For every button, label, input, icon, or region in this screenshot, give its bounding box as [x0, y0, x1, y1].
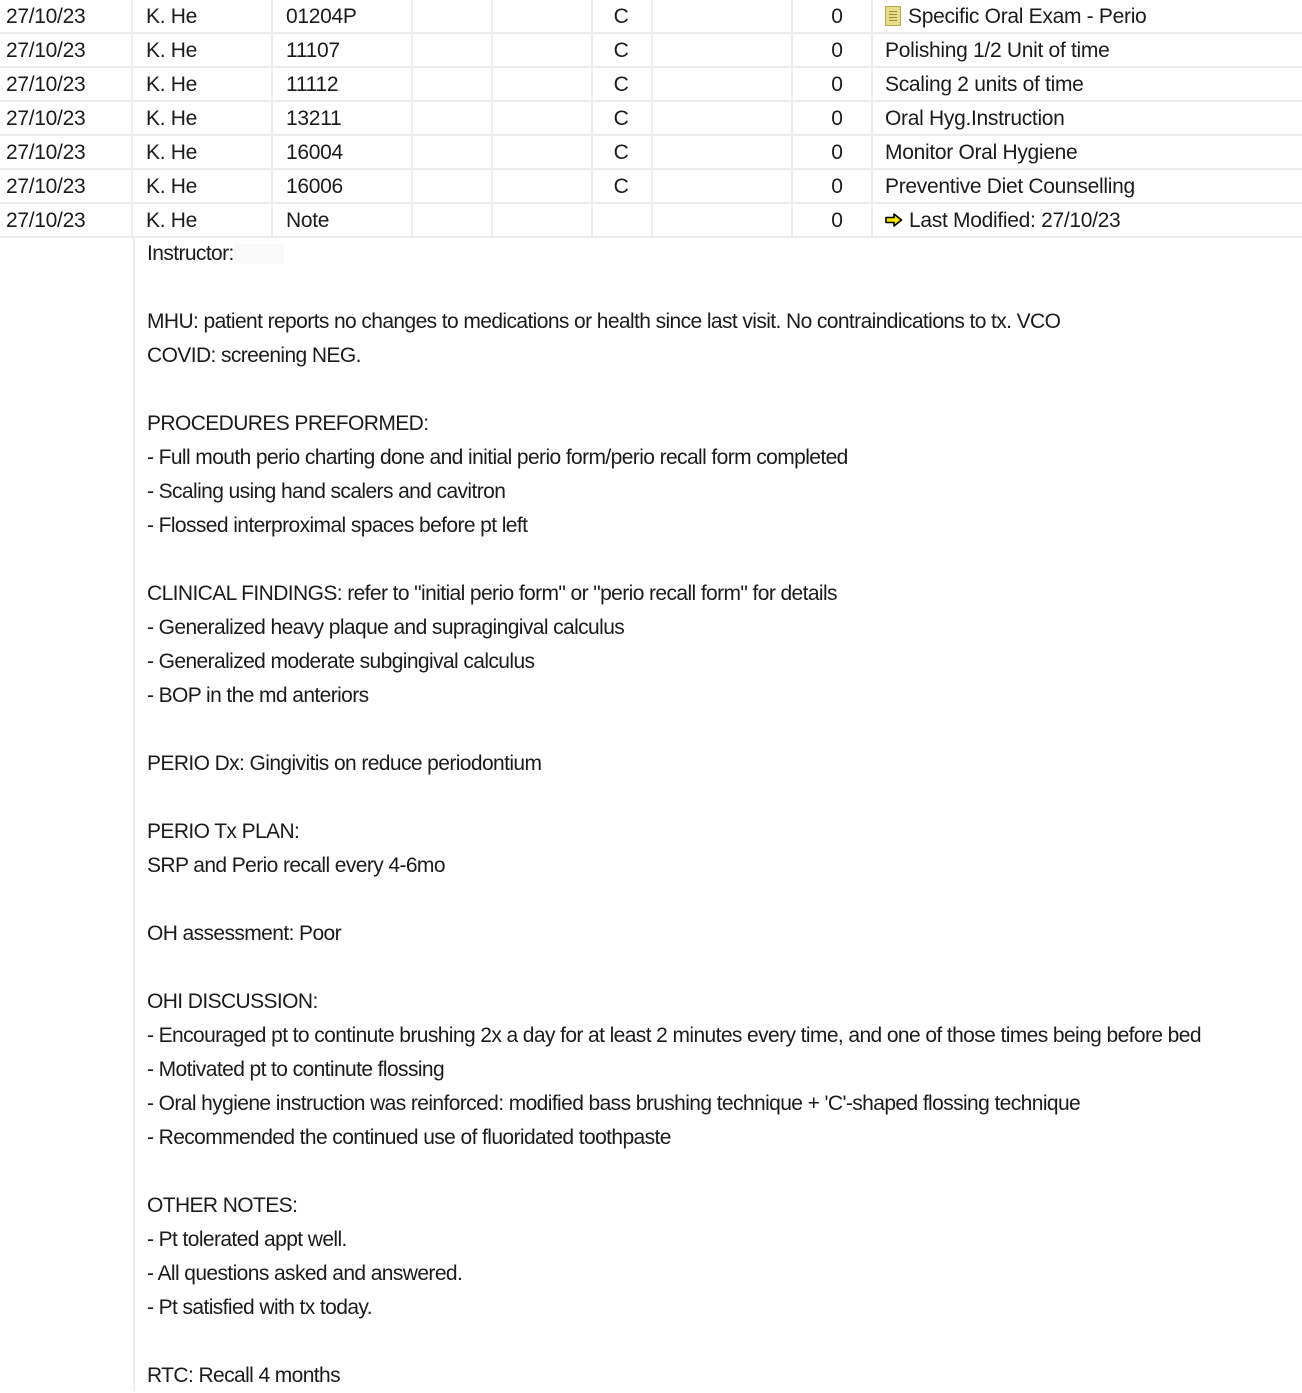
status-cell: C	[593, 34, 653, 66]
empty-cell	[413, 34, 493, 66]
description-cell	[873, 170, 1302, 202]
status-cell: C	[593, 68, 653, 100]
note-line: RTC: Recall 4 months	[147, 1364, 341, 1387]
note-line: - Pt satisfied with tx today.	[147, 1296, 372, 1319]
table-row[interactable]	[0, 34, 1302, 68]
note-line	[147, 237, 284, 271]
note-line: - Motivated pt to continute flossing	[147, 1058, 445, 1081]
procedure-code-cell: 11112	[273, 68, 413, 100]
procedure-code-cell: 16004	[273, 136, 413, 168]
status-cell: C	[593, 170, 653, 202]
note-line: PROCEDURES PREFORMED:	[147, 412, 429, 435]
provider-cell: K. He	[133, 0, 273, 32]
empty-cell	[413, 204, 493, 236]
provider-cell: K. He	[133, 170, 273, 202]
note-line: - Encouraged pt to continute brushing 2x a day for at least 2 minutes every time, and one of those times being before bed	[147, 1024, 1201, 1047]
fee-cell: 0	[793, 204, 873, 236]
date-cell: 27/10/23	[0, 102, 133, 134]
note-line: - Flossed interproximal spaces before pt left	[147, 514, 528, 537]
description-cell	[873, 68, 1302, 100]
date-cell: 27/10/23	[0, 34, 133, 66]
arrow-right-icon	[885, 203, 903, 237]
description-cell	[873, 136, 1302, 168]
fee-cell: 0	[793, 170, 873, 202]
note-line: PERIO Dx: Gingivitis on reduce periodontium	[147, 752, 542, 775]
note-line: SRP and Perio recall every 4-6mo	[147, 854, 445, 877]
note-line: OTHER NOTES:	[147, 1194, 298, 1217]
empty-cell	[653, 34, 793, 66]
table-row[interactable]	[0, 204, 1302, 238]
empty-cell	[413, 170, 493, 202]
status-cell: C	[593, 136, 653, 168]
date-cell: 27/10/23	[0, 170, 133, 202]
empty-cell	[493, 204, 593, 236]
procedure-code-cell: 11107	[273, 34, 413, 66]
procedure-code-cell: 16006	[273, 170, 413, 202]
note-line: OH assessment: Poor	[147, 922, 342, 945]
empty-cell	[653, 204, 793, 236]
note-line: - Pt tolerated appt well.	[147, 1228, 347, 1251]
description-text: Preventive Diet Counselling	[885, 175, 1135, 198]
note-line: - Oral hygiene instruction was reinforced: modified bass brushing technique + 'C'-shaped flossing technique	[147, 1092, 1081, 1115]
empty-cell	[493, 68, 593, 100]
empty-cell	[493, 136, 593, 168]
note-line: - Generalized moderate subgingival calculus	[147, 650, 535, 673]
description-text: Monitor Oral Hygiene	[885, 141, 1078, 164]
note-line: - All questions asked and answered.	[147, 1262, 463, 1285]
table-row[interactable]	[0, 136, 1302, 170]
procedure-code-cell: 01204P	[273, 0, 413, 32]
empty-cell	[413, 0, 493, 32]
empty-cell	[493, 34, 593, 66]
empty-cell	[653, 0, 793, 32]
instructor-label: Instructor:	[147, 242, 234, 265]
date-cell: 27/10/23	[0, 136, 133, 168]
fee-cell: 0	[793, 102, 873, 134]
note-line: - BOP in the md anteriors	[147, 684, 369, 707]
table-row[interactable]	[0, 68, 1302, 102]
description-cell	[873, 34, 1302, 66]
description-text: Specific Oral Exam - Perio	[908, 5, 1147, 28]
treatment-history-grid	[0, 0, 1302, 238]
provider-cell: K. He	[133, 102, 273, 134]
description-text: Scaling 2 units of time	[885, 73, 1084, 96]
note-line: CLINICAL FINDINGS: refer to "initial perio form" or "perio recall form" for details	[147, 582, 837, 605]
provider-cell: K. He	[133, 136, 273, 168]
note-line: - Generalized heavy plaque and supragingival calculus	[147, 616, 625, 639]
clinical-note-panel	[133, 238, 1302, 1391]
empty-cell	[493, 102, 593, 134]
date-cell: 27/10/23	[0, 0, 133, 32]
provider-cell: K. He	[133, 68, 273, 100]
table-row[interactable]	[0, 102, 1302, 136]
empty-cell	[653, 170, 793, 202]
redacted-instructor-name	[234, 244, 284, 264]
description-text: Last Modified: 27/10/23	[909, 209, 1121, 232]
empty-cell	[493, 0, 593, 32]
status-cell: C	[593, 102, 653, 134]
note-line: - Recommended the continued use of fluoridated toothpaste	[147, 1126, 671, 1149]
note-line: - Scaling using hand scalers and cavitron	[147, 480, 506, 503]
note-line: OHI DISCUSSION:	[147, 990, 318, 1013]
note-line: MHU: patient reports no changes to medications or health since last visit. No contraindications to tx. VCO	[147, 310, 1061, 333]
empty-cell	[413, 102, 493, 134]
fee-cell: 0	[793, 34, 873, 66]
provider-cell: K. He	[133, 34, 273, 66]
empty-cell	[493, 170, 593, 202]
table-row[interactable]	[0, 0, 1302, 34]
procedure-code-cell: Note	[273, 204, 413, 236]
status-cell: C	[593, 0, 653, 32]
date-cell: 27/10/23	[0, 204, 133, 236]
empty-cell	[653, 102, 793, 134]
description-cell	[873, 0, 1302, 32]
description-cell	[873, 102, 1302, 134]
description-cell	[873, 204, 1302, 236]
empty-cell	[413, 136, 493, 168]
procedure-code-cell: 13211	[273, 102, 413, 134]
fee-cell: 0	[793, 136, 873, 168]
status-cell	[593, 204, 653, 236]
note-line: COVID: screening NEG.	[147, 344, 361, 367]
empty-cell	[653, 136, 793, 168]
empty-cell	[413, 68, 493, 100]
description-text: Polishing 1/2 Unit of time	[885, 39, 1110, 62]
fee-cell: 0	[793, 0, 873, 32]
date-cell: 27/10/23	[0, 68, 133, 100]
document-icon[interactable]	[885, 6, 901, 26]
empty-cell	[653, 68, 793, 100]
note-line: - Full mouth perio charting done and initial perio form/perio recall form completed	[147, 446, 848, 469]
description-text: Oral Hyg.Instruction	[885, 107, 1065, 130]
note-line: PERIO Tx PLAN:	[147, 820, 300, 843]
fee-cell: 0	[793, 68, 873, 100]
provider-cell: K. He	[133, 204, 273, 236]
table-row[interactable]	[0, 170, 1302, 204]
